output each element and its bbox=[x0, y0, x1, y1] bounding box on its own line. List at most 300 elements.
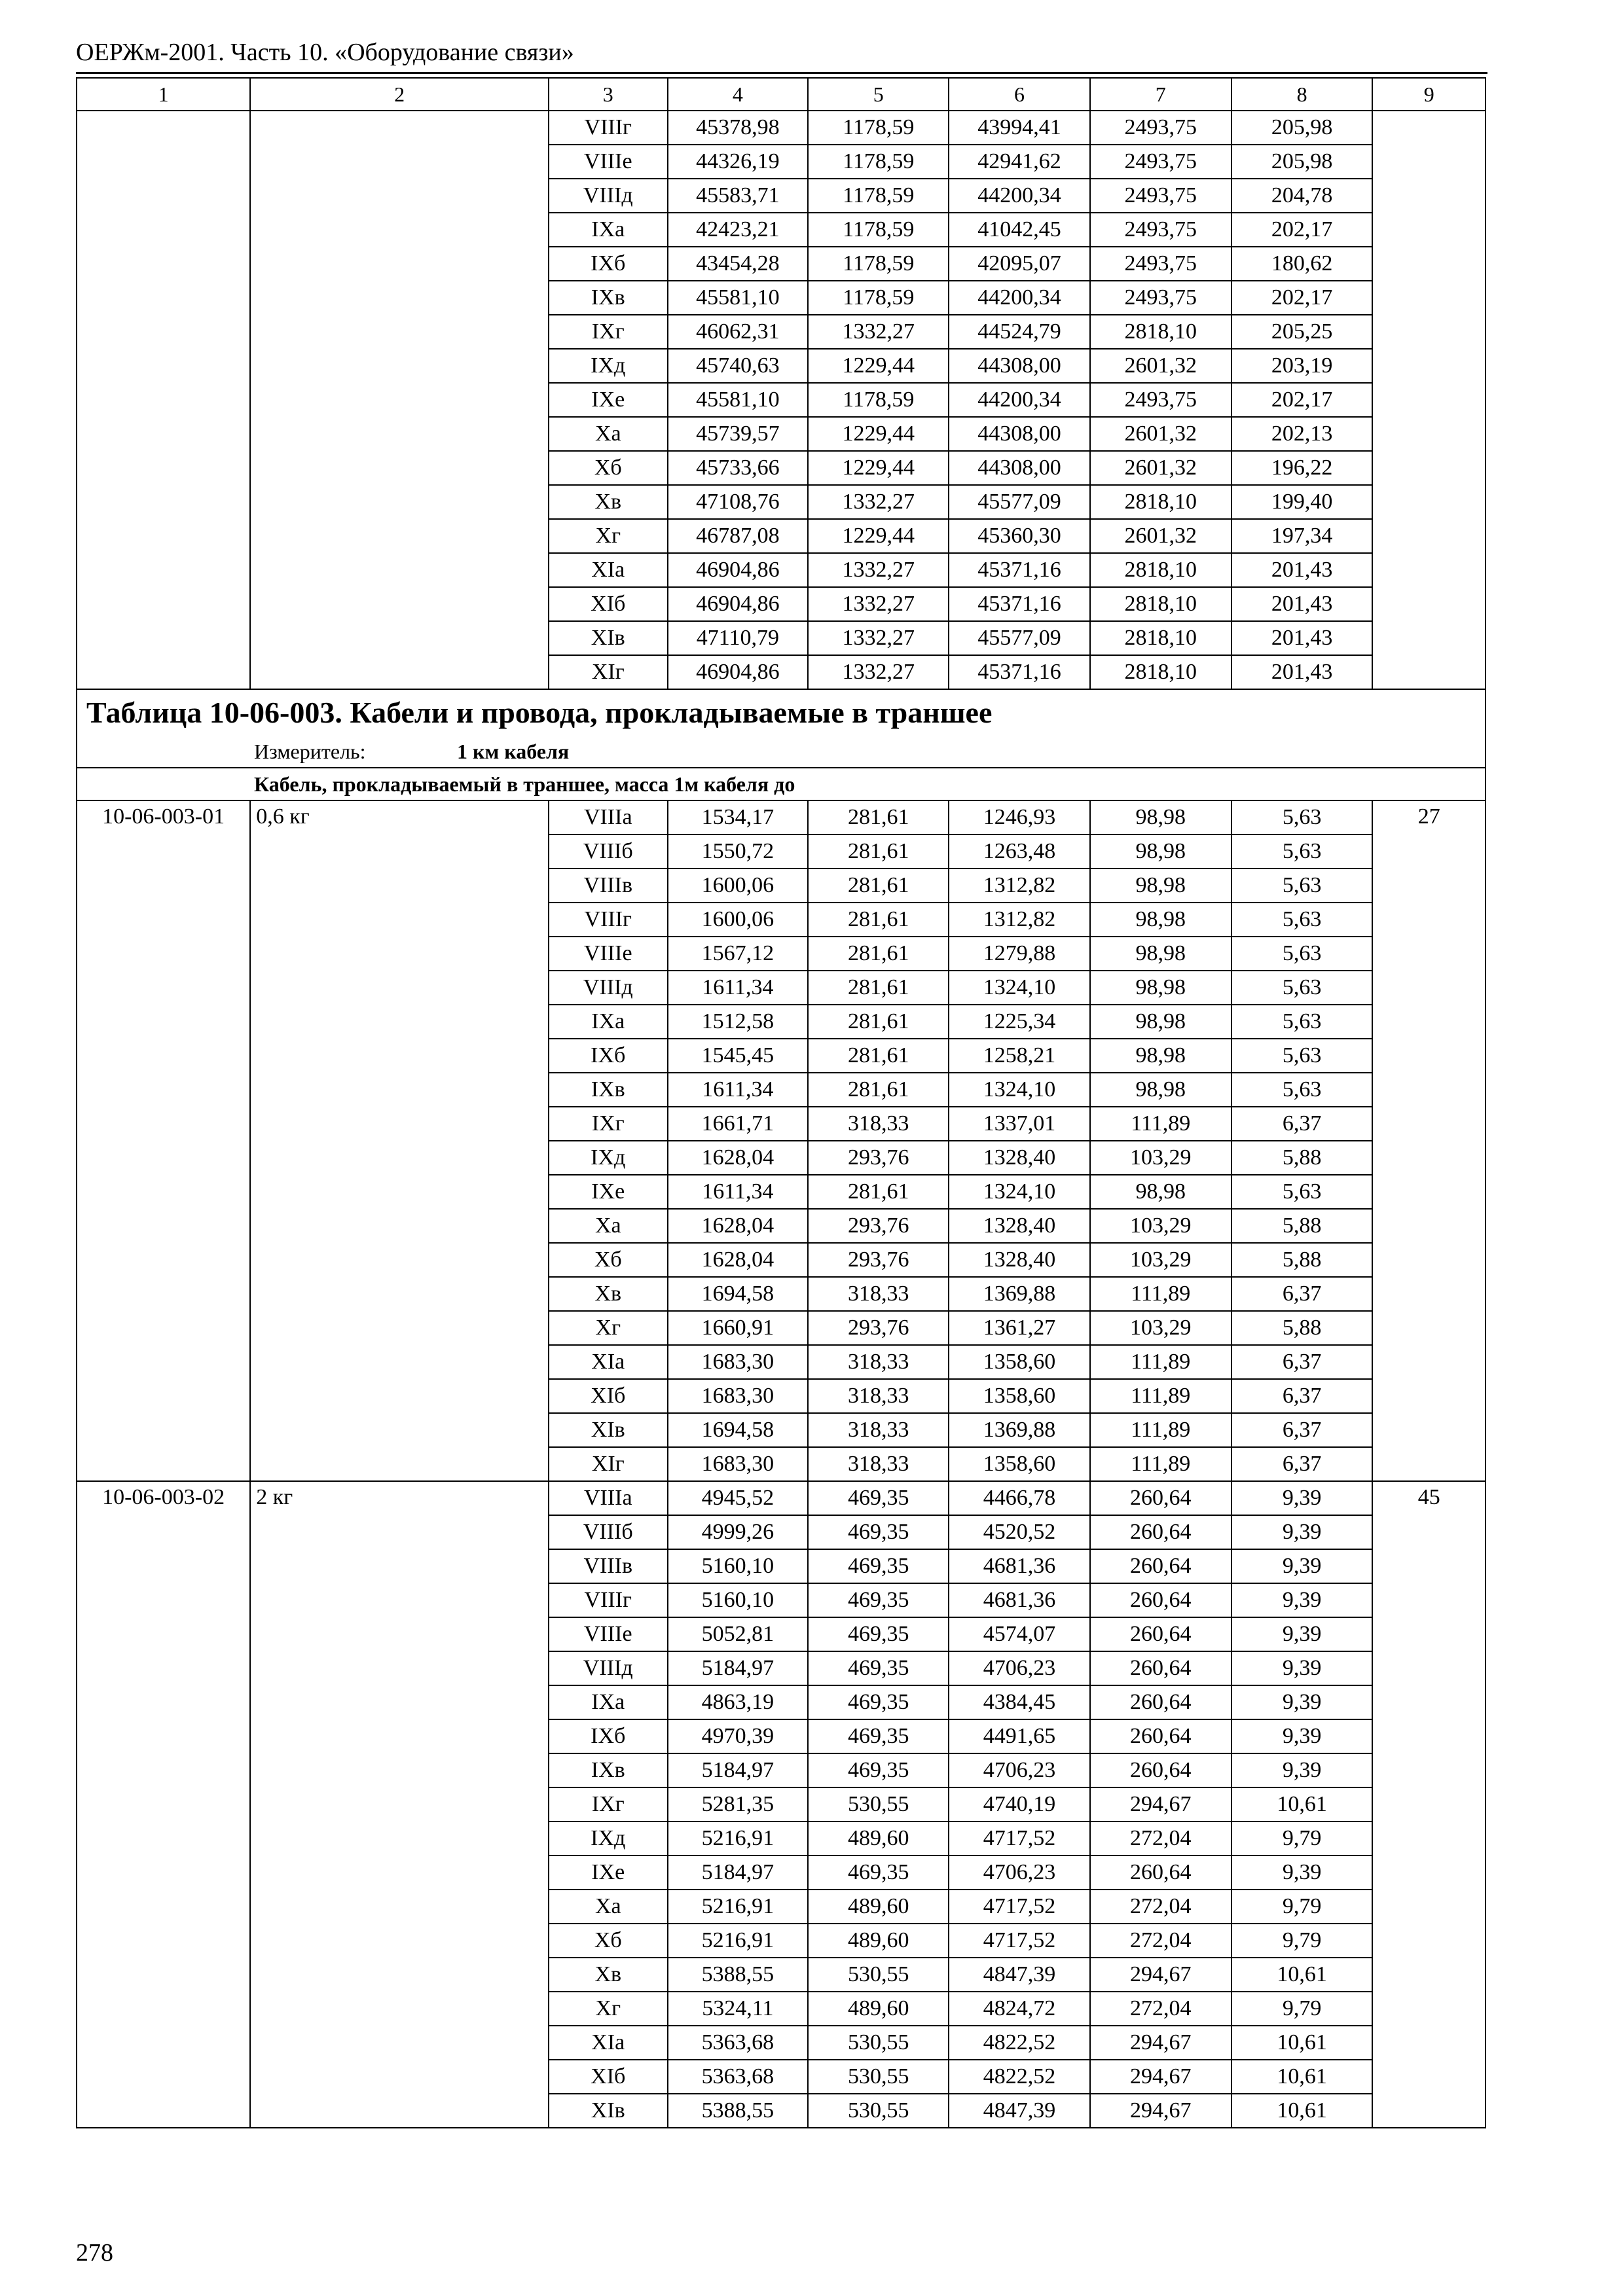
materials-cell: 4717,52 bbox=[949, 1924, 1090, 1958]
wages-cell: 281,61 bbox=[808, 1005, 949, 1039]
region-cell: VIIIв bbox=[549, 1549, 668, 1583]
total-cost-cell: 1683,30 bbox=[668, 1379, 809, 1413]
materials-cell: 4706,23 bbox=[949, 1651, 1090, 1685]
wages-cell: 1178,59 bbox=[808, 213, 949, 247]
driver-wages-cell: 9,79 bbox=[1231, 1890, 1373, 1924]
name-cell bbox=[250, 111, 549, 689]
driver-wages-cell: 9,39 bbox=[1231, 1651, 1373, 1685]
materials-cell: 4574,07 bbox=[949, 1617, 1090, 1651]
materials-cell: 1312,82 bbox=[949, 903, 1090, 937]
machines-cell: 98,98 bbox=[1090, 903, 1231, 937]
column-number: 9 bbox=[1372, 78, 1486, 111]
region-cell: IXа bbox=[549, 1005, 668, 1039]
region-cell: IXг bbox=[549, 1107, 668, 1141]
driver-wages-cell: 5,63 bbox=[1231, 903, 1373, 937]
region-cell: VIIIб bbox=[549, 1515, 668, 1549]
region-cell: IXа bbox=[549, 1685, 668, 1719]
driver-wages-cell: 203,19 bbox=[1231, 349, 1373, 383]
materials-cell: 4822,52 bbox=[949, 2026, 1090, 2060]
total-cost-cell: 44326,19 bbox=[668, 145, 809, 179]
rate-code: 10-06-003-02 bbox=[77, 1481, 250, 2128]
driver-wages-cell: 202,13 bbox=[1231, 417, 1373, 451]
driver-wages-cell: 6,37 bbox=[1231, 1447, 1373, 1481]
driver-wages-cell: 6,37 bbox=[1231, 1107, 1373, 1141]
wages-cell: 469,35 bbox=[808, 1719, 949, 1753]
machines-cell: 260,64 bbox=[1090, 1856, 1231, 1890]
region-cell: XIб bbox=[549, 587, 668, 621]
region-cell: IXе bbox=[549, 1856, 668, 1890]
driver-wages-cell: 5,63 bbox=[1231, 1039, 1373, 1073]
wages-cell: 1178,59 bbox=[808, 247, 949, 281]
driver-wages-cell: 202,17 bbox=[1231, 383, 1373, 417]
materials-cell: 1369,88 bbox=[949, 1413, 1090, 1447]
driver-wages-cell: 5,88 bbox=[1231, 1243, 1373, 1277]
machines-cell: 98,98 bbox=[1090, 800, 1231, 834]
materials-cell: 1337,01 bbox=[949, 1107, 1090, 1141]
region-cell: XIв bbox=[549, 1413, 668, 1447]
table-row bbox=[77, 111, 1486, 145]
total-cost-cell: 5216,91 bbox=[668, 1924, 809, 1958]
region-cell: Xа bbox=[549, 1209, 668, 1243]
driver-wages-cell: 9,39 bbox=[1231, 1685, 1373, 1719]
wages-cell: 281,61 bbox=[808, 834, 949, 869]
driver-wages-cell: 202,17 bbox=[1231, 213, 1373, 247]
driver-wages-cell: 5,63 bbox=[1231, 971, 1373, 1005]
materials-cell: 44200,34 bbox=[949, 383, 1090, 417]
wages-cell: 469,35 bbox=[808, 1651, 949, 1685]
machines-cell: 98,98 bbox=[1090, 834, 1231, 869]
driver-wages-cell: 5,63 bbox=[1231, 869, 1373, 903]
total-cost-cell: 1567,12 bbox=[668, 937, 809, 971]
wages-cell: 530,55 bbox=[808, 2094, 949, 2128]
machines-cell: 2493,75 bbox=[1090, 383, 1231, 417]
region-cell: Xв bbox=[549, 485, 668, 519]
labor-cost: 45 bbox=[1372, 1481, 1486, 2128]
machines-cell: 2493,75 bbox=[1090, 281, 1231, 315]
wages-cell: 469,35 bbox=[808, 1583, 949, 1617]
machines-cell: 103,29 bbox=[1090, 1243, 1231, 1277]
materials-cell: 45360,30 bbox=[949, 519, 1090, 553]
materials-cell: 45371,16 bbox=[949, 587, 1090, 621]
materials-cell: 1361,27 bbox=[949, 1311, 1090, 1345]
region-cell: IXб bbox=[549, 247, 668, 281]
wages-cell: 281,61 bbox=[808, 937, 949, 971]
region-cell: Xв bbox=[549, 1958, 668, 1992]
region-cell: XIа bbox=[549, 1345, 668, 1379]
total-cost-cell: 5363,68 bbox=[668, 2026, 809, 2060]
machines-cell: 260,64 bbox=[1090, 1515, 1231, 1549]
materials-cell: 43994,41 bbox=[949, 111, 1090, 145]
total-cost-cell: 5160,10 bbox=[668, 1549, 809, 1583]
wages-cell: 293,76 bbox=[808, 1243, 949, 1277]
machines-cell: 98,98 bbox=[1090, 1073, 1231, 1107]
materials-cell: 4706,23 bbox=[949, 1753, 1090, 1787]
region-cell: XIв bbox=[549, 2094, 668, 2128]
total-cost-cell: 1600,06 bbox=[668, 903, 809, 937]
total-cost-cell: 5184,97 bbox=[668, 1856, 809, 1890]
total-cost-cell: 46904,86 bbox=[668, 553, 809, 587]
machines-cell: 260,64 bbox=[1090, 1583, 1231, 1617]
total-cost-cell: 5216,91 bbox=[668, 1821, 809, 1856]
wages-cell: 530,55 bbox=[808, 1787, 949, 1821]
total-cost-cell: 1534,17 bbox=[668, 800, 809, 834]
machines-cell: 2493,75 bbox=[1090, 111, 1231, 145]
region-cell: IXг bbox=[549, 315, 668, 349]
driver-wages-cell: 9,39 bbox=[1231, 1719, 1373, 1753]
materials-cell: 1263,48 bbox=[949, 834, 1090, 869]
total-cost-cell: 45740,63 bbox=[668, 349, 809, 383]
driver-wages-cell: 10,61 bbox=[1231, 1787, 1373, 1821]
machines-cell: 272,04 bbox=[1090, 1821, 1231, 1856]
materials-cell: 44308,00 bbox=[949, 451, 1090, 485]
driver-wages-cell: 9,79 bbox=[1231, 1924, 1373, 1958]
total-cost-cell: 45583,71 bbox=[668, 179, 809, 213]
wages-cell: 293,76 bbox=[808, 1311, 949, 1345]
driver-wages-cell: 201,43 bbox=[1231, 655, 1373, 689]
wages-cell: 318,33 bbox=[808, 1107, 949, 1141]
materials-cell: 4740,19 bbox=[949, 1787, 1090, 1821]
driver-wages-cell: 180,62 bbox=[1231, 247, 1373, 281]
column-number: 3 bbox=[549, 78, 668, 111]
materials-cell: 45577,09 bbox=[949, 621, 1090, 655]
wages-cell: 1178,59 bbox=[808, 281, 949, 315]
driver-wages-cell: 197,34 bbox=[1231, 519, 1373, 553]
materials-cell: 4384,45 bbox=[949, 1685, 1090, 1719]
wages-cell: 281,61 bbox=[808, 1073, 949, 1107]
total-cost-cell: 45733,66 bbox=[668, 451, 809, 485]
machines-cell: 111,89 bbox=[1090, 1447, 1231, 1481]
machines-cell: 2493,75 bbox=[1090, 179, 1231, 213]
region-cell: XIг bbox=[549, 1447, 668, 1481]
region-cell: VIIIе bbox=[549, 937, 668, 971]
wages-cell: 469,35 bbox=[808, 1685, 949, 1719]
machines-cell: 260,64 bbox=[1090, 1753, 1231, 1787]
region-cell: VIIIе bbox=[549, 145, 668, 179]
region-cell: VIIIд bbox=[549, 1651, 668, 1685]
materials-cell: 1369,88 bbox=[949, 1277, 1090, 1311]
materials-cell: 4491,65 bbox=[949, 1719, 1090, 1753]
driver-wages-cell: 10,61 bbox=[1231, 2060, 1373, 2094]
wages-cell: 1332,27 bbox=[808, 485, 949, 519]
driver-wages-cell: 199,40 bbox=[1231, 485, 1373, 519]
driver-wages-cell: 9,79 bbox=[1231, 1821, 1373, 1856]
machines-cell: 2818,10 bbox=[1090, 553, 1231, 587]
region-cell: VIIIг bbox=[549, 903, 668, 937]
wages-cell: 1229,44 bbox=[808, 519, 949, 553]
measure-label: Измеритель: bbox=[254, 739, 366, 763]
machines-cell: 294,67 bbox=[1090, 1958, 1231, 1992]
region-cell: Xв bbox=[549, 1277, 668, 1311]
wages-cell: 489,60 bbox=[808, 1890, 949, 1924]
wages-cell: 1229,44 bbox=[808, 451, 949, 485]
driver-wages-cell: 201,43 bbox=[1231, 587, 1373, 621]
machines-cell: 294,67 bbox=[1090, 1787, 1231, 1821]
total-cost-cell: 5388,55 bbox=[668, 1958, 809, 1992]
driver-wages-cell: 6,37 bbox=[1231, 1345, 1373, 1379]
materials-cell: 44200,34 bbox=[949, 281, 1090, 315]
total-cost-cell: 47110,79 bbox=[668, 621, 809, 655]
region-cell: IXв bbox=[549, 281, 668, 315]
materials-cell: 4847,39 bbox=[949, 2094, 1090, 2128]
materials-cell: 1328,40 bbox=[949, 1209, 1090, 1243]
machines-cell: 2818,10 bbox=[1090, 655, 1231, 689]
total-cost-cell: 5388,55 bbox=[668, 2094, 809, 2128]
region-cell: XIб bbox=[549, 2060, 668, 2094]
running-header: ОЕРЖм-2001. Часть 10. «Оборудование связи» bbox=[76, 39, 574, 66]
machines-cell: 2493,75 bbox=[1090, 213, 1231, 247]
rate-code: 10-06-003-01 bbox=[77, 800, 250, 1481]
materials-cell: 4822,52 bbox=[949, 2060, 1090, 2094]
materials-cell: 1358,60 bbox=[949, 1447, 1090, 1481]
materials-cell: 1324,10 bbox=[949, 1175, 1090, 1209]
wages-cell: 318,33 bbox=[808, 1345, 949, 1379]
total-cost-cell: 4863,19 bbox=[668, 1685, 809, 1719]
column-number: 5 bbox=[808, 78, 949, 111]
region-cell: Xг bbox=[549, 519, 668, 553]
driver-wages-cell: 9,39 bbox=[1231, 1617, 1373, 1651]
region-cell: Xа bbox=[549, 1890, 668, 1924]
machines-cell: 260,64 bbox=[1090, 1617, 1231, 1651]
table-title-row bbox=[77, 689, 1486, 735]
total-cost-cell: 1628,04 bbox=[668, 1243, 809, 1277]
wages-cell: 1178,59 bbox=[808, 383, 949, 417]
machines-cell: 103,29 bbox=[1090, 1209, 1231, 1243]
materials-cell: 1246,93 bbox=[949, 800, 1090, 834]
labor-cost: 27 bbox=[1372, 800, 1486, 1481]
materials-cell: 42941,62 bbox=[949, 145, 1090, 179]
region-cell: XIб bbox=[549, 1379, 668, 1413]
materials-cell: 4717,52 bbox=[949, 1821, 1090, 1856]
materials-cell: 44524,79 bbox=[949, 315, 1090, 349]
driver-wages-cell: 9,39 bbox=[1231, 1481, 1373, 1515]
region-cell: VIIIд bbox=[549, 971, 668, 1005]
driver-wages-cell: 205,98 bbox=[1231, 145, 1373, 179]
total-cost-cell: 46904,86 bbox=[668, 587, 809, 621]
wages-cell: 489,60 bbox=[808, 1992, 949, 2026]
region-cell: IXв bbox=[549, 1073, 668, 1107]
region-cell: VIIIг bbox=[549, 1583, 668, 1617]
labor-cell bbox=[1372, 111, 1486, 689]
total-cost-cell: 1661,71 bbox=[668, 1107, 809, 1141]
driver-wages-cell: 5,63 bbox=[1231, 800, 1373, 834]
machines-cell: 111,89 bbox=[1090, 1277, 1231, 1311]
region-cell: Xг bbox=[549, 1311, 668, 1345]
header-rule bbox=[76, 72, 1487, 74]
total-cost-cell: 5184,97 bbox=[668, 1753, 809, 1787]
total-cost-cell: 1512,58 bbox=[668, 1005, 809, 1039]
driver-wages-cell: 5,63 bbox=[1231, 1005, 1373, 1039]
total-cost-cell: 5216,91 bbox=[668, 1890, 809, 1924]
materials-cell: 44308,00 bbox=[949, 349, 1090, 383]
driver-wages-cell: 205,25 bbox=[1231, 315, 1373, 349]
materials-cell: 1358,60 bbox=[949, 1379, 1090, 1413]
machines-cell: 2493,75 bbox=[1090, 247, 1231, 281]
rates-table bbox=[76, 77, 1486, 2128]
materials-cell: 1324,10 bbox=[949, 971, 1090, 1005]
table-row bbox=[77, 1481, 1486, 1515]
machines-cell: 98,98 bbox=[1090, 971, 1231, 1005]
total-cost-cell: 46904,86 bbox=[668, 655, 809, 689]
driver-wages-cell: 9,39 bbox=[1231, 1549, 1373, 1583]
region-cell: Xб bbox=[549, 1924, 668, 1958]
region-cell: IXа bbox=[549, 213, 668, 247]
table-row bbox=[77, 800, 1486, 834]
machines-cell: 103,29 bbox=[1090, 1311, 1231, 1345]
total-cost-cell: 1611,34 bbox=[668, 971, 809, 1005]
materials-cell: 41042,45 bbox=[949, 213, 1090, 247]
materials-cell: 4706,23 bbox=[949, 1856, 1090, 1890]
machines-cell: 98,98 bbox=[1090, 1175, 1231, 1209]
total-cost-cell: 1600,06 bbox=[668, 869, 809, 903]
column-number-row bbox=[77, 78, 1486, 111]
wages-cell: 318,33 bbox=[808, 1379, 949, 1413]
materials-cell: 1324,10 bbox=[949, 1073, 1090, 1107]
total-cost-cell: 45378,98 bbox=[668, 111, 809, 145]
wages-cell: 318,33 bbox=[808, 1413, 949, 1447]
driver-wages-cell: 5,88 bbox=[1231, 1311, 1373, 1345]
wages-cell: 1332,27 bbox=[808, 655, 949, 689]
wages-cell: 469,35 bbox=[808, 1515, 949, 1549]
total-cost-cell: 5281,35 bbox=[668, 1787, 809, 1821]
total-cost-cell: 45739,57 bbox=[668, 417, 809, 451]
total-cost-cell: 5052,81 bbox=[668, 1617, 809, 1651]
materials-cell: 44200,34 bbox=[949, 179, 1090, 213]
machines-cell: 294,67 bbox=[1090, 2094, 1231, 2128]
driver-wages-cell: 5,63 bbox=[1231, 1073, 1373, 1107]
wages-cell: 489,60 bbox=[808, 1821, 949, 1856]
machines-cell: 2818,10 bbox=[1090, 587, 1231, 621]
section-title: Кабель, прокладываемый в траншее, масса 1м кабеля до bbox=[254, 772, 795, 796]
total-cost-cell: 4970,39 bbox=[668, 1719, 809, 1753]
materials-cell: 42095,07 bbox=[949, 247, 1090, 281]
column-number: 8 bbox=[1231, 78, 1373, 111]
region-cell: IXв bbox=[549, 1753, 668, 1787]
wages-cell: 1332,27 bbox=[808, 621, 949, 655]
total-cost-cell: 1628,04 bbox=[668, 1209, 809, 1243]
measure-cell bbox=[77, 735, 1486, 768]
materials-cell: 4520,52 bbox=[949, 1515, 1090, 1549]
machines-cell: 103,29 bbox=[1090, 1141, 1231, 1175]
driver-wages-cell: 205,98 bbox=[1231, 111, 1373, 145]
machines-cell: 2601,32 bbox=[1090, 451, 1231, 485]
materials-cell: 4681,36 bbox=[949, 1549, 1090, 1583]
machines-cell: 98,98 bbox=[1090, 869, 1231, 903]
measure-value: 1 км кабеля bbox=[457, 739, 570, 763]
region-cell: VIIIе bbox=[549, 1617, 668, 1651]
wages-cell: 489,60 bbox=[808, 1924, 949, 1958]
materials-cell: 1258,21 bbox=[949, 1039, 1090, 1073]
machines-cell: 2601,32 bbox=[1090, 417, 1231, 451]
wages-cell: 281,61 bbox=[808, 903, 949, 937]
region-cell: IXб bbox=[549, 1039, 668, 1073]
wages-cell: 469,35 bbox=[808, 1617, 949, 1651]
materials-cell: 1312,82 bbox=[949, 869, 1090, 903]
machines-cell: 98,98 bbox=[1090, 1005, 1231, 1039]
page-number: 278 bbox=[76, 2239, 113, 2267]
wages-cell: 1229,44 bbox=[808, 349, 949, 383]
machines-cell: 260,64 bbox=[1090, 1549, 1231, 1583]
total-cost-cell: 45581,10 bbox=[668, 383, 809, 417]
wages-cell: 1229,44 bbox=[808, 417, 949, 451]
driver-wages-cell: 5,63 bbox=[1231, 937, 1373, 971]
wages-cell: 530,55 bbox=[808, 2026, 949, 2060]
driver-wages-cell: 9,39 bbox=[1231, 1515, 1373, 1549]
wages-cell: 1332,27 bbox=[808, 553, 949, 587]
section-cell bbox=[77, 768, 1486, 800]
region-cell: IXе bbox=[549, 1175, 668, 1209]
machines-cell: 272,04 bbox=[1090, 1992, 1231, 2026]
machines-cell: 294,67 bbox=[1090, 2060, 1231, 2094]
wages-cell: 318,33 bbox=[808, 1447, 949, 1481]
total-cost-cell: 1660,91 bbox=[668, 1311, 809, 1345]
region-cell: Xб bbox=[549, 1243, 668, 1277]
driver-wages-cell: 10,61 bbox=[1231, 2094, 1373, 2128]
region-cell: VIIIд bbox=[549, 179, 668, 213]
machines-cell: 111,89 bbox=[1090, 1345, 1231, 1379]
wages-cell: 469,35 bbox=[808, 1856, 949, 1890]
machines-cell: 260,64 bbox=[1090, 1719, 1231, 1753]
rate-name: 2 кг bbox=[250, 1481, 549, 2128]
machines-cell: 111,89 bbox=[1090, 1379, 1231, 1413]
machines-cell: 260,64 bbox=[1090, 1651, 1231, 1685]
wages-cell: 1178,59 bbox=[808, 179, 949, 213]
machines-cell: 294,67 bbox=[1090, 2026, 1231, 2060]
total-cost-cell: 1694,58 bbox=[668, 1277, 809, 1311]
machines-cell: 2601,32 bbox=[1090, 519, 1231, 553]
column-number: 1 bbox=[77, 78, 250, 111]
total-cost-cell: 1611,34 bbox=[668, 1175, 809, 1209]
materials-cell: 45371,16 bbox=[949, 655, 1090, 689]
materials-cell: 4847,39 bbox=[949, 1958, 1090, 1992]
machines-cell: 2818,10 bbox=[1090, 485, 1231, 519]
region-cell: IXе bbox=[549, 383, 668, 417]
driver-wages-cell: 9,39 bbox=[1231, 1583, 1373, 1617]
machines-cell: 98,98 bbox=[1090, 1039, 1231, 1073]
driver-wages-cell: 9,39 bbox=[1231, 1753, 1373, 1787]
wages-cell: 469,35 bbox=[808, 1753, 949, 1787]
rate-name: 0,6 кг bbox=[250, 800, 549, 1481]
wages-cell: 469,35 bbox=[808, 1549, 949, 1583]
machines-cell: 98,98 bbox=[1090, 937, 1231, 971]
driver-wages-cell: 6,37 bbox=[1231, 1413, 1373, 1447]
total-cost-cell: 1683,30 bbox=[668, 1345, 809, 1379]
driver-wages-cell: 10,61 bbox=[1231, 2026, 1373, 2060]
wages-cell: 1332,27 bbox=[808, 587, 949, 621]
region-cell: Xб bbox=[549, 451, 668, 485]
column-number: 2 bbox=[250, 78, 549, 111]
wages-cell: 318,33 bbox=[808, 1277, 949, 1311]
region-cell: XIа bbox=[549, 2026, 668, 2060]
region-cell: VIIIв bbox=[549, 869, 668, 903]
region-cell: IXд bbox=[549, 1821, 668, 1856]
total-cost-cell: 4999,26 bbox=[668, 1515, 809, 1549]
machines-cell: 260,64 bbox=[1090, 1685, 1231, 1719]
total-cost-cell: 1683,30 bbox=[668, 1447, 809, 1481]
materials-cell: 1328,40 bbox=[949, 1243, 1090, 1277]
driver-wages-cell: 5,63 bbox=[1231, 1175, 1373, 1209]
machines-cell: 260,64 bbox=[1090, 1481, 1231, 1515]
table-title: Таблица 10-06-003. Кабели и провода, прокладываемые в траншее bbox=[77, 689, 1486, 735]
machines-cell: 2493,75 bbox=[1090, 145, 1231, 179]
machines-cell: 111,89 bbox=[1090, 1107, 1231, 1141]
region-cell: Xа bbox=[549, 417, 668, 451]
region-cell: VIIIб bbox=[549, 834, 668, 869]
materials-cell: 1225,34 bbox=[949, 1005, 1090, 1039]
column-number: 6 bbox=[949, 78, 1090, 111]
region-cell: IXд bbox=[549, 1141, 668, 1175]
materials-cell: 44308,00 bbox=[949, 417, 1090, 451]
wages-cell: 281,61 bbox=[808, 800, 949, 834]
